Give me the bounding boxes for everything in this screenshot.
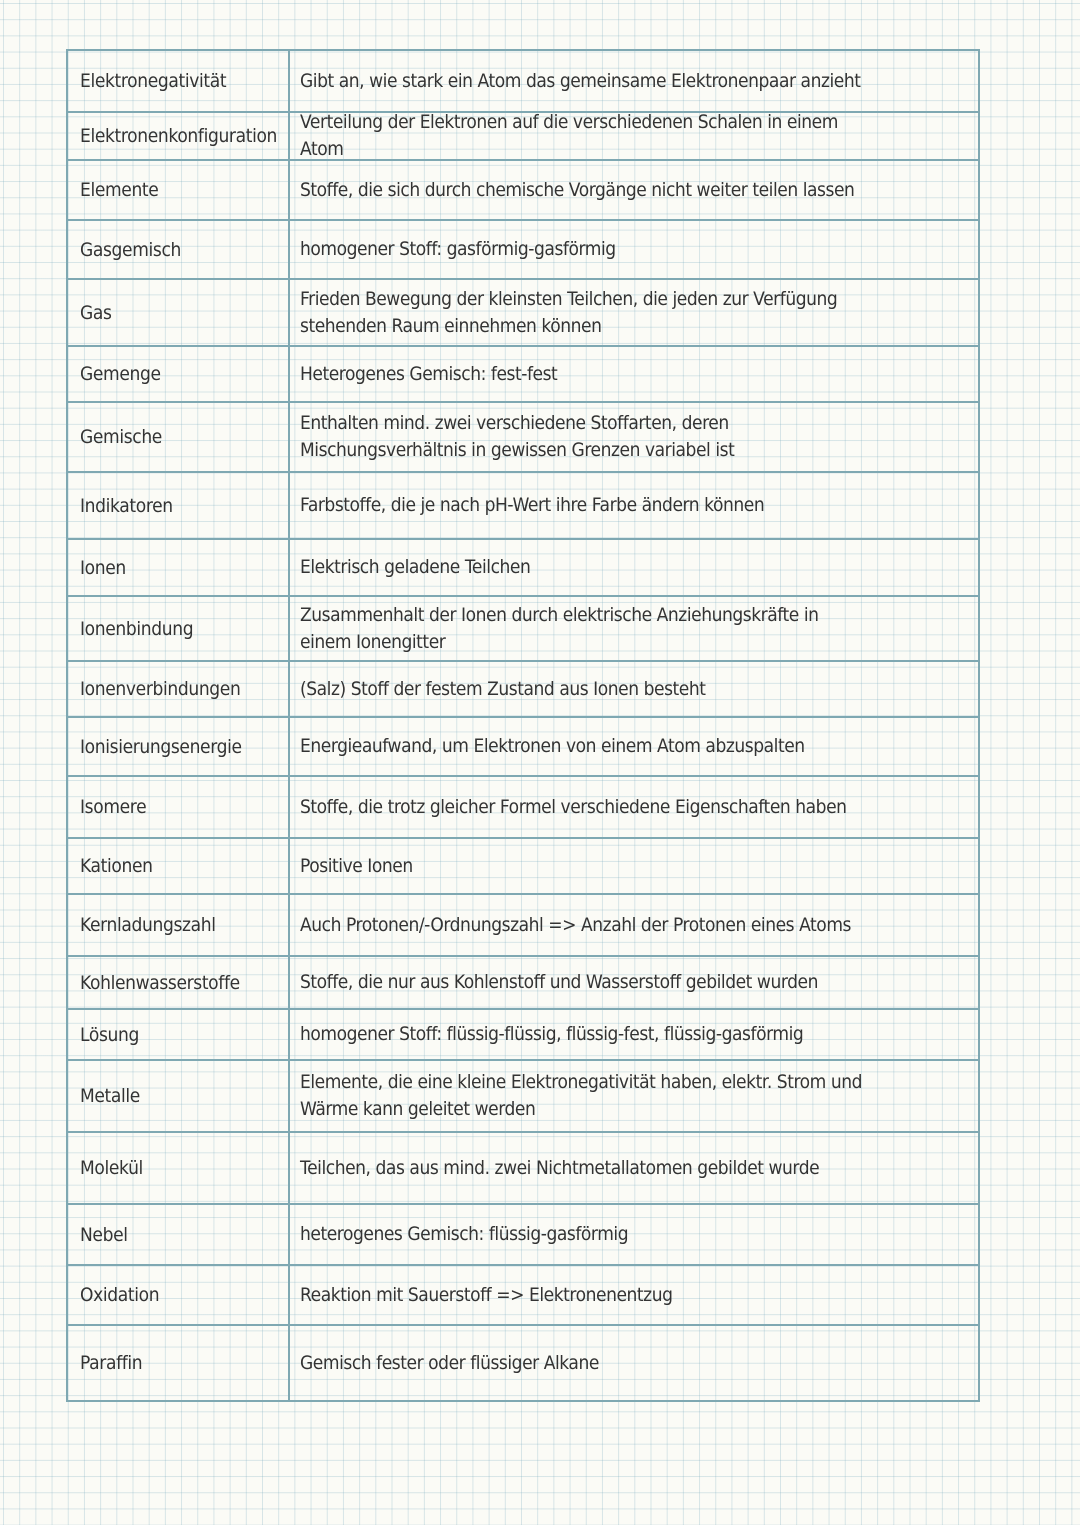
definition-text: Frieden Bewegung der kleinsten Teilchen, die jeden zur Verfügung stehenden Raum einnehmen können — [300, 287, 838, 337]
definition-text: Gibt an, wie stark ein Atom das gemeinsame Elektronenpaar anzieht — [300, 69, 861, 92]
definition-cell — [290, 540, 978, 595]
definition-text: Positive Ionen — [300, 854, 413, 877]
definition-cell — [290, 957, 978, 1008]
term-label: Ionenbindung — [80, 617, 194, 640]
definition-text: Farbstoffe, die je nach pH-Wert ihre Farbe ändern können — [300, 494, 765, 516]
term-label: Metalle — [80, 1085, 140, 1107]
term-cell — [68, 957, 290, 1008]
definition-cell — [290, 1266, 978, 1324]
term-label: Gasgemisch — [80, 238, 181, 261]
term-label: Gemenge — [80, 363, 161, 385]
definition-cell — [290, 777, 978, 837]
term-cell — [68, 51, 290, 111]
table-row — [68, 1203, 978, 1264]
term-label: Molekül — [80, 1157, 143, 1179]
table-row — [68, 401, 978, 471]
definition-text: Energieaufwand, um Elektronen von einem Atom abzuspalten — [300, 735, 805, 757]
term-cell — [68, 540, 290, 595]
table-row — [68, 955, 978, 1008]
term-label: Gemische — [80, 426, 162, 448]
definition-text: heterogenes Gemisch: flüssig-gasförmig — [300, 1223, 629, 1245]
table-row — [68, 278, 978, 345]
term-cell — [68, 1061, 290, 1131]
definition-text: Gemisch fester oder flüssiger Alkane — [300, 1351, 599, 1374]
term-cell — [68, 895, 290, 955]
term-label: Kernladungszahl — [80, 914, 216, 936]
definition-cell — [290, 1133, 978, 1203]
term-cell — [68, 403, 290, 471]
table-row — [68, 660, 978, 716]
table-row — [68, 1324, 978, 1400]
definition-cell — [290, 718, 978, 775]
term-cell — [68, 347, 290, 401]
definition-cell — [290, 113, 978, 159]
table-row — [68, 219, 978, 278]
term-label: Elemente — [80, 179, 159, 201]
definition-cell — [290, 347, 978, 401]
definition-cell — [290, 1061, 978, 1131]
definition-cell — [290, 473, 978, 538]
term-label: Oxidation — [80, 1284, 160, 1306]
definition-text: Stoffe, die trotz gleicher Formel verschiedene Eigenschaften haben — [300, 795, 847, 818]
term-cell — [68, 662, 290, 716]
definition-text: Zusammenhalt der Ionen durch elektrische Anziehungskräfte in einem Ionengitter — [300, 603, 819, 653]
term-label: Ionen — [80, 556, 126, 579]
term-label: Ionisierungsenergie — [80, 735, 242, 758]
table-row — [68, 893, 978, 955]
definition-text: (Salz) Stoff der festem Zustand aus Ionen besteht — [300, 677, 706, 700]
term-label: Gas — [80, 301, 112, 324]
term-cell — [68, 113, 290, 159]
definition-text: Teilchen, das aus mind. zwei Nichtmetallatomen gebildet wurde — [300, 1156, 820, 1179]
definition-cell — [290, 1010, 978, 1059]
table-row — [68, 716, 978, 775]
table-row — [68, 51, 978, 111]
definition-text: Heterogenes Gemisch: fest-fest — [300, 362, 558, 385]
definition-text: Elemente, die eine kleine Elektronegativität haben, elektr. Strom und Wärme kann geleitet werden — [300, 1071, 863, 1120]
table-row — [68, 837, 978, 893]
definition-cell — [290, 1205, 978, 1264]
definition-text: Elektrisch geladene Teilchen — [300, 556, 531, 578]
term-label: Elektronegativität — [80, 70, 227, 92]
glossary-table — [66, 49, 980, 1402]
term-label: Ionenverbindungen — [80, 678, 241, 700]
table-row — [68, 1264, 978, 1324]
table-row — [68, 1059, 978, 1131]
term-cell — [68, 777, 290, 837]
term-cell — [68, 1010, 290, 1059]
term-label: Elektronenkonfiguration — [80, 125, 278, 147]
term-cell — [68, 473, 290, 538]
term-label: Kohlenwasserstoffe — [80, 971, 240, 994]
table-row — [68, 1008, 978, 1059]
definition-cell — [290, 895, 978, 955]
table-row — [68, 111, 978, 159]
definition-text: Auch Protonen/-Ordnungszahl => Anzahl der Protonen eines Atoms — [300, 913, 851, 936]
definition-cell — [290, 51, 978, 111]
definition-text: Reaktion mit Sauerstoff => Elektronenentzug — [300, 1283, 673, 1306]
definition-text: Stoffe, die sich durch chemische Vorgänge nicht weiter teilen lassen — [300, 178, 855, 201]
definition-cell — [290, 403, 978, 471]
term-cell — [68, 280, 290, 345]
definition-cell — [290, 1326, 978, 1400]
term-cell — [68, 161, 290, 219]
term-label: Lösung — [80, 1023, 139, 1046]
definition-cell — [290, 221, 978, 278]
term-cell — [68, 839, 290, 893]
table-row — [68, 538, 978, 595]
definition-cell — [290, 280, 978, 345]
term-label: Isomere — [80, 796, 147, 818]
term-cell — [68, 1133, 290, 1203]
term-cell — [68, 1266, 290, 1324]
table-row — [68, 159, 978, 219]
definition-text: Verteilung der Elektronen auf die verschiedenen Schalen in einem Atom — [300, 111, 838, 160]
term-label: Paraffin — [80, 1352, 143, 1374]
definition-text: Stoffe, die nur aus Kohlenstoff und Wasserstoff gebildet wurden — [300, 971, 818, 993]
term-cell — [68, 1205, 290, 1264]
table-row — [68, 775, 978, 837]
term-cell — [68, 221, 290, 278]
term-label: Kationen — [80, 855, 153, 877]
term-label: Indikatoren — [80, 494, 173, 517]
term-cell — [68, 597, 290, 660]
definition-cell — [290, 839, 978, 893]
definition-text: homogener Stoff: flüssig-flüssig, flüssig-fest, flüssig-gasförmig — [300, 1023, 804, 1045]
definition-cell — [290, 662, 978, 716]
table-row — [68, 345, 978, 401]
term-cell — [68, 1326, 290, 1400]
definition-text: Enthalten mind. zwei verschiedene Stoffarten, deren Mischungsverhältnis in gewissen Grenzen variabel ist — [300, 412, 735, 461]
term-label: Nebel — [80, 1223, 128, 1246]
definition-cell — [290, 161, 978, 219]
definition-cell — [290, 597, 978, 660]
table-row — [68, 595, 978, 660]
definition-text: homogener Stoff: gasförmig-gasförmig — [300, 238, 616, 260]
table-row — [68, 1131, 978, 1203]
table-row — [68, 471, 978, 538]
term-cell — [68, 718, 290, 775]
